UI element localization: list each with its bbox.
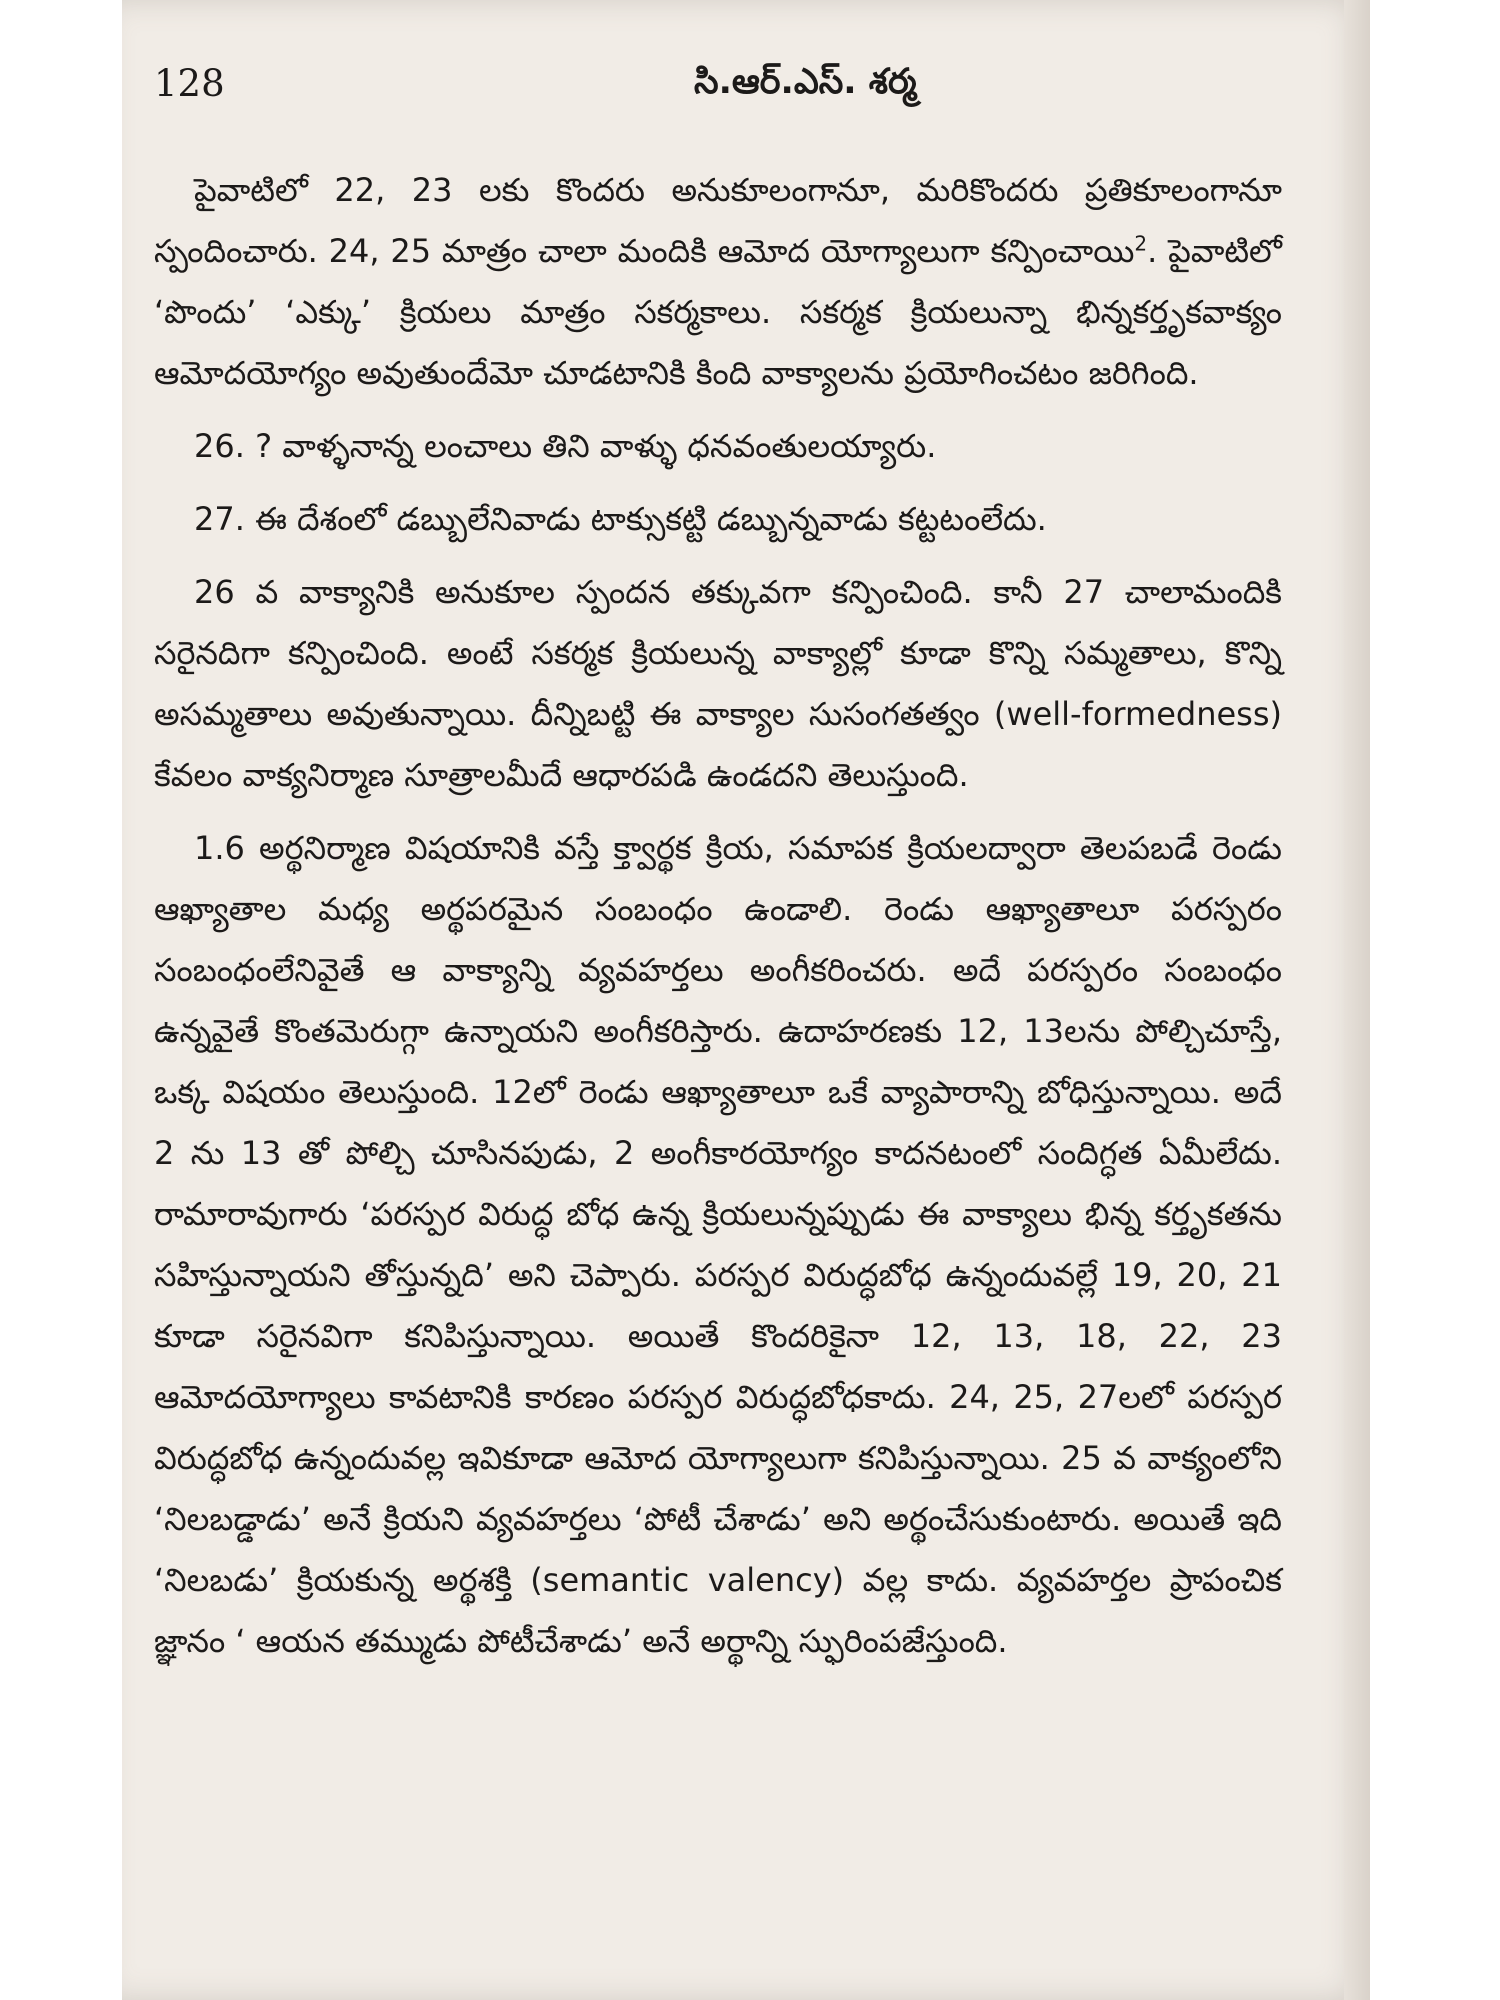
example-27: 27. ఈ దేశంలో డబ్బులేనివాడు టాక్సుకట్టి డబ్బున్నవాడు కట్టటంలేదు. [194, 500, 1047, 538]
body-text [154, 160, 1282, 1672]
paragraph-2: 26 వ వాక్యానికి అనుకూల స్పందన తక్కువగా కన్పించింది. కానీ 27 చాలామందికి సరైనదిగా కన్పించింది. అంటే సకర్మక క్రియలున్న వాక్యాల్లో కూడా కొన్ని సమ్మతాలు, కొన్ని అసమ్మతాలు అవుతున్నాయి. దీన్నిబట్టి ఈ వాక్యాల సుసంగతత్వం (well-formedness) కేవలం వాక్యనిర్మాణ సూత్రాలమీదే ఆధారపడి ఉండదని తెలుస్తుంది. [154, 573, 1282, 794]
page-number: 128 [154, 62, 225, 105]
footnote-marker: 2 [1134, 231, 1148, 256]
paragraph-1-text: పైవాటిలో 22, 23 లకు కొందరు అనుకూలంగానూ, మరికొందరు ప్రతికూలంగానూ స్పందించారు. 24, 25 మాత్రం చాలా మందికి ఆమోద యోగ్యాలుగా కన్పించాయి [154, 171, 1282, 270]
page-edge-shadow [1344, 0, 1370, 2000]
paragraph-1 [154, 160, 1282, 404]
paragraph-1-text-end: . పైవాటిలో ‘పొందు’ ‘ఎక్కు’ క్రియలు మాత్రం సకర్మకాలు. సకర్మక క్రియలున్నా భిన్నకర్తృకవాక్యం ఆమోదయోగ్యం అవుతుందేమో చూడటానికి కింది వాక్యాలను ప్రయోగించటం జరిగింది. [154, 232, 1282, 392]
running-head-author: సి.ఆర్.ఎస్. శర్మ [694, 62, 917, 102]
example-26: 26. ? వాళ్ళనాన్న లంచాలు తిని వాళ్ళు ధనవంతులయ్యారు. [194, 427, 937, 465]
page-header [154, 62, 1284, 122]
book-page [122, 0, 1370, 2000]
paragraph-3: 1.6 అర్థనిర్మాణ విషయానికి వస్తే క్త్వార్థక క్రియ, సమాపక క్రియలద్వారా తెలపబడే రెండు ఆఖ్యాతాల మధ్య అర్థపరమైన సంబంధం ఉండాలి. రెండు ఆఖ్యాతాలూ పరస్పరం సంబంధంలేనివైతే ఆ వాక్యాన్ని వ్యవహర్తలు అంగీకరించరు. అదే పరస్పరం సంబంధం ఉన్నవైతే కొంతమెరుగ్గా ఉన్నాయని అంగీకరిస్తారు. ఉదాహరణకు 12, 13లను పోల్చిచూస్తే, ఒక్క విషయం తెలుస్తుంది. 12లో రెండు ఆఖ్యాతాలూ ఒకే వ్యాపారాన్ని బోధిస్తున్నాయి. అదే 2 ను 13 తో పోల్చి చూసినపుడు, 2 అంగీకారయోగ్యం కాదనటంలో సందిగ్ధత ఏమీలేదు. రామారావుగారు ‘పరస్పర విరుద్ధ బోధ ఉన్న క్రియలున్నప్పుడు ఈ వాక్యాలు భిన్న కర్తృకతను సహిస్తున్నాయని తోస్తున్నది’ అని చెప్పారు. పరస్పర విరుద్ధబోధ ఉన్నందువల్లే 19, 20, 21 కూడా సరైనవిగా కనిపిస్తున్నాయి. అయితే కొందరికైనా 12, 13, 18, 22, 23 ఆమోదయోగ్యాలు కావటానికి కారణం పరస్పర విరుద్ధబోధకాదు. 24, 25, 27లలో పరస్పర విరుద్ధబోధ ఉన్నందువల్ల ఇవికూడా ఆమోద యోగ్యాలుగా కనిపిస్తున్నాయి. 25 వ వాక్యంలోని ‘నిలబడ్డాడు’ అనే క్రియని వ్యవహర్తలు ‘పోటీ చేశాడు’ అని అర్థంచేసుకుంటారు. అయితే ఇది ‘నిలబడు’ క్రియకున్న అర్థశక్తి (semantic valency) వల్ల కాదు. వ్యవహర్తల ప్రాపంచిక జ్ఞానం ‘ ఆయన తమ్ముడు పోటీచేశాడు’ అనే అర్థాన్ని స్ఫురింపజేస్తుంది. [154, 829, 1282, 1660]
